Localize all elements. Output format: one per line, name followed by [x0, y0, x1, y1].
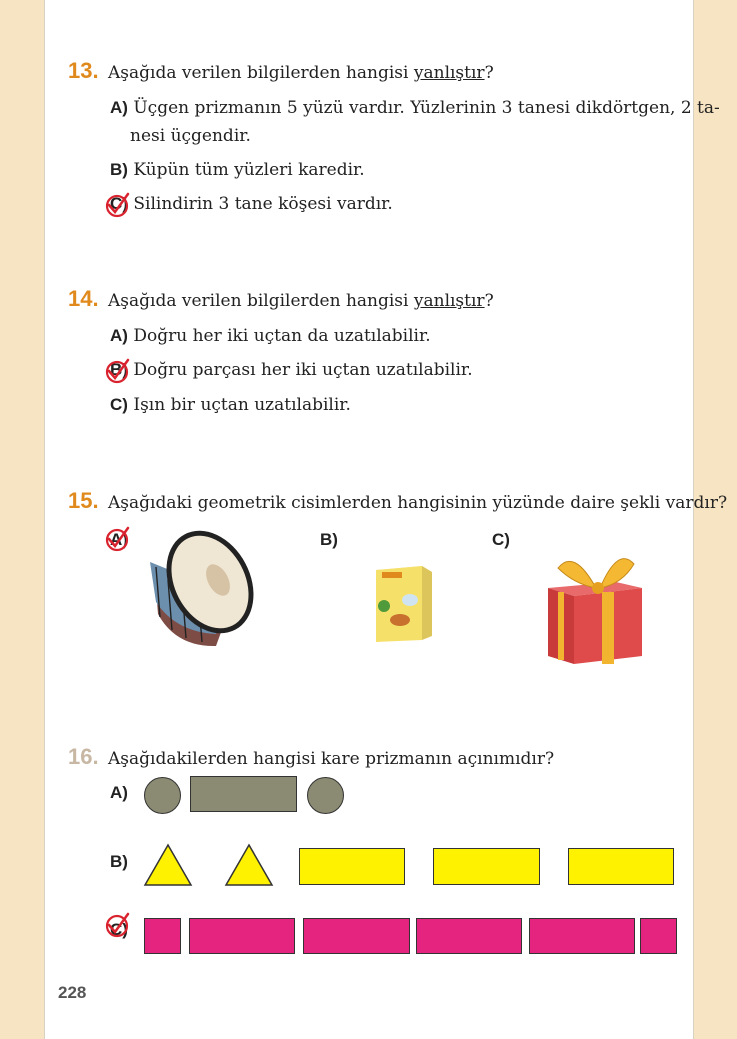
checkmark-circle-icon — [104, 526, 130, 552]
drum-image[interactable] — [136, 522, 260, 650]
net-c-rectangle — [416, 918, 522, 954]
page-number: 228 — [58, 983, 87, 1002]
net-c-rectangle — [189, 918, 295, 954]
q16-option-c-label[interactable]: C) — [110, 920, 128, 939]
question-number: 13. — [68, 58, 99, 83]
option-text: Doğru parçası her iki uçtan uzatılabilir. — [133, 360, 473, 380]
net-c-rectangle — [529, 918, 635, 954]
question-number: 16. — [68, 744, 99, 769]
option-label: C) — [110, 194, 128, 213]
question-text-emphasis: yanlıştır — [413, 291, 485, 311]
question-14 — [68, 286, 494, 312]
option-label: B) — [110, 360, 128, 379]
option-text: Doğru her iki uçtan da uzatılabilir. — [133, 326, 431, 346]
q13-option-a[interactable] — [110, 98, 720, 118]
checkmark-circle-icon — [104, 912, 130, 938]
q16-option-b-label[interactable]: B) — [110, 852, 128, 871]
question-16 — [68, 744, 554, 770]
net-c-square — [144, 918, 181, 954]
gift-box-image[interactable] — [544, 544, 648, 668]
q16-option-a-label[interactable]: A) — [110, 783, 128, 802]
net-b-triangle — [224, 843, 274, 887]
question-text: Aşağıdakilerden hangisi kare prizmanın açınımıdır? — [108, 749, 555, 769]
q15-option-c-label[interactable]: C) — [492, 530, 510, 549]
net-b-rectangle — [568, 848, 674, 885]
question-text-suffix: ? — [484, 63, 494, 83]
q13-option-b[interactable] — [110, 160, 365, 180]
net-a-rectangle — [190, 776, 297, 812]
checkmark-circle-icon — [104, 358, 130, 384]
net-b-rectangle — [433, 848, 540, 885]
option-label: A) — [110, 98, 128, 117]
question-text: Aşağıdaki geometrik cisimlerden hangisinin yüzünde daire şekli vardır? — [108, 493, 728, 513]
option-text: Küpün tüm yüzleri karedir. — [133, 160, 365, 180]
question-15 — [68, 488, 727, 514]
question-text-prefix: Aşağıda verilen bilgilerden hangisi — [108, 63, 414, 83]
option-label: C) — [110, 395, 128, 414]
cereal-box-image[interactable] — [370, 562, 436, 644]
option-label: B) — [110, 160, 128, 179]
option-text: Işın bir uçtan uzatılabilir. — [133, 395, 351, 415]
q14-option-c[interactable] — [110, 395, 351, 415]
question-text-prefix: Aşağıda verilen bilgilerden hangisi — [108, 291, 414, 311]
net-c-rectangle — [303, 918, 410, 954]
question-number: 14. — [68, 286, 99, 311]
net-c-square — [640, 918, 677, 954]
q13-option-a-continuation: nesi üçgendir. — [130, 126, 251, 146]
question-text-emphasis: yanlıştır — [413, 63, 485, 83]
option-text: Üçgen prizmanın 5 yüzü vardır. Yüzlerinin 3 tanesi dikdörtgen, 2 ta- — [133, 98, 720, 118]
q14-option-b[interactable] — [110, 360, 473, 380]
q13-option-c[interactable] — [110, 194, 393, 214]
question-text-suffix: ? — [484, 291, 494, 311]
q15-option-a-label[interactable]: A) — [110, 530, 128, 549]
checkmark-circle-icon — [104, 192, 130, 218]
q14-option-a[interactable] — [110, 326, 431, 346]
question-number: 15. — [68, 488, 99, 513]
net-b-triangle — [143, 843, 193, 887]
option-text: Silindirin 3 tane köşesi vardır. — [133, 194, 393, 214]
option-label: A) — [110, 326, 128, 345]
q15-option-b-label[interactable]: B) — [320, 530, 338, 549]
net-b-rectangle — [299, 848, 405, 885]
net-a-circle — [307, 777, 344, 814]
net-a-circle — [144, 777, 181, 814]
question-13 — [68, 58, 494, 84]
